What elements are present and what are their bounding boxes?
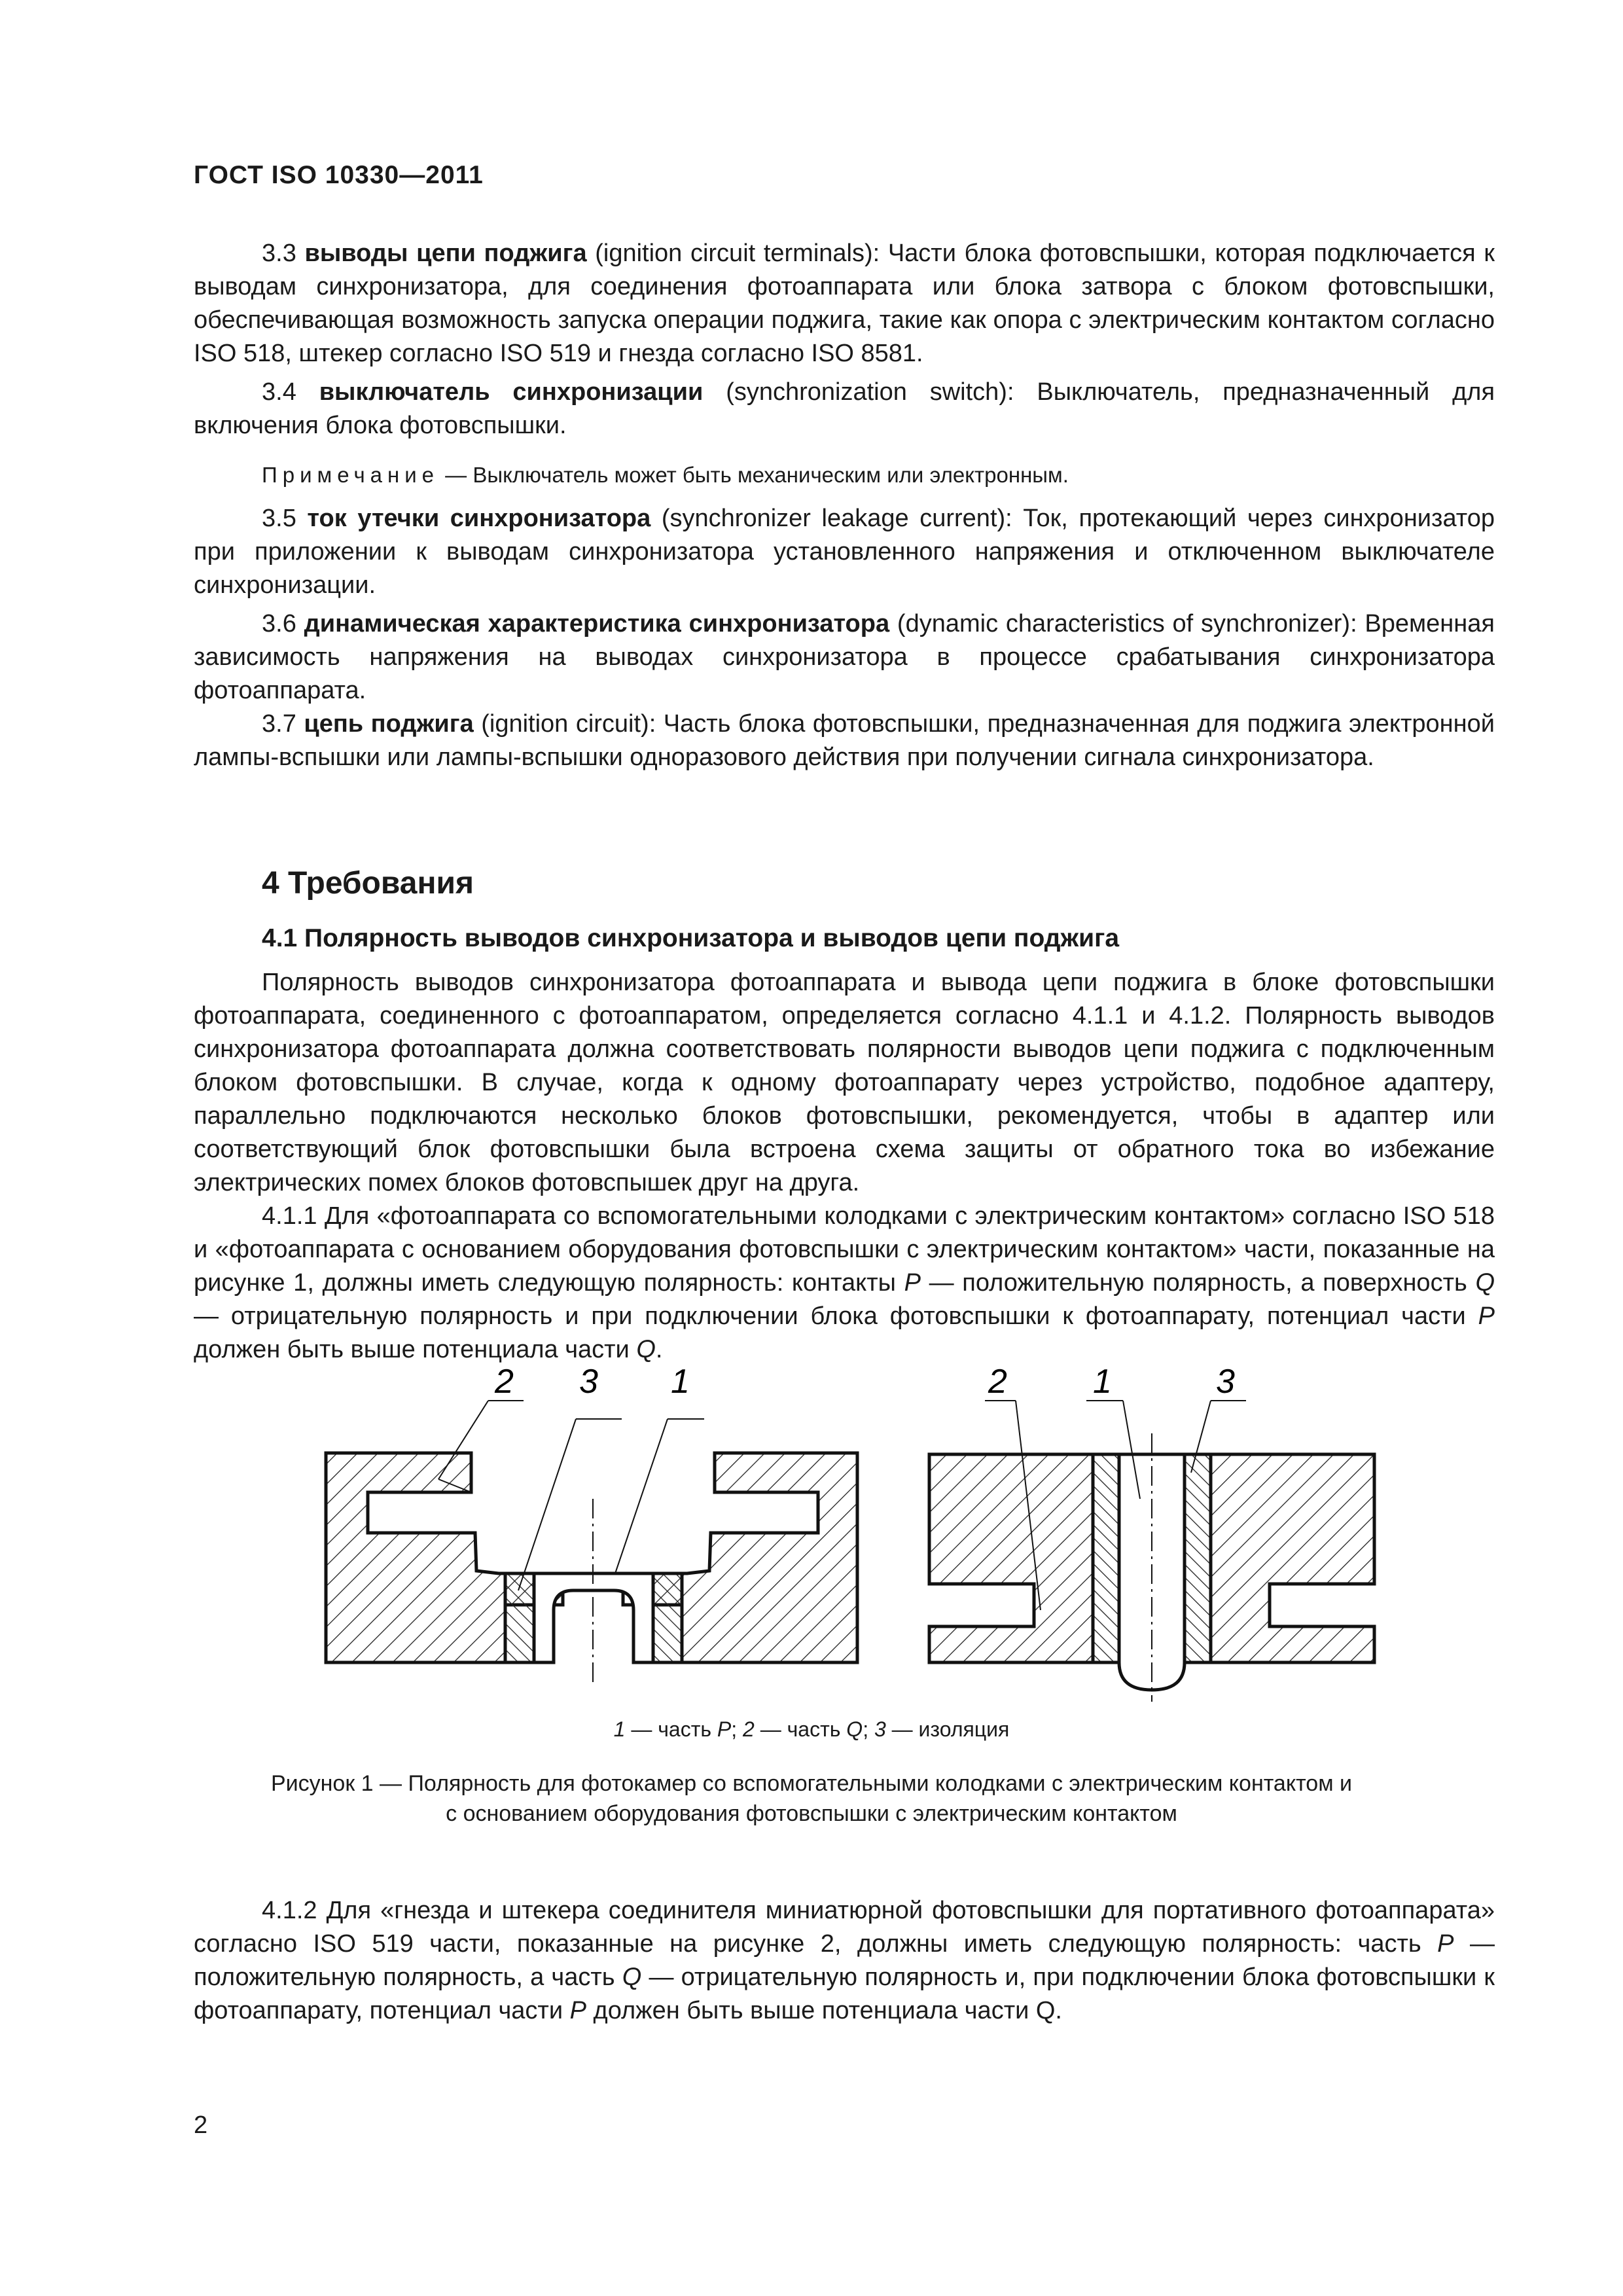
page-number: 2 xyxy=(194,2111,208,2139)
right-insulation-right xyxy=(1185,1454,1211,1662)
term-3-5: 3.5 ток утечки синхронизатора (synchronizer leakage current): Ток, протекающий через синхронизатор при приложении к выводам синхронизатора установленного напряжения и отключенном выключателе синхронизации. xyxy=(194,505,1495,599)
label-right-3: 3 xyxy=(1216,1363,1235,1401)
term-name: выводы цепи поджига xyxy=(304,240,587,267)
paragraph-4-1-1: 4.1.1 Для «фотоаппарата со вспомогательными колодками с электрическим контактом» согласно ISO 518 и «фотоаппарата с основанием оборудования фотовспышки с электрическим контактом» части, показанные на рисунке 1, должны иметь следующую полярность: контакты P — положительную полярность, а поверхность Q — отрицательную полярность и при подключении блока фотовспышки к фотоаппарату, потенциал части P должен быть выше потенциала части Q. xyxy=(194,1202,1495,1363)
left-block-part-q xyxy=(929,1454,1093,1662)
requirements-text xyxy=(194,966,1495,1367)
figure-legend: 1 — часть P; 2 — часть Q; 3 — изоляция xyxy=(613,1717,1010,1741)
left-cross-section xyxy=(326,1363,857,1682)
right-block xyxy=(1211,1454,1374,1662)
figure-1-diagram xyxy=(314,1363,1374,1708)
term-3-3: 3.3 выводы цепи поджига (ignition circuit terminals): Части блока фотовспышки, которая подключается к выводам синхронизатора, для соединения фотоаппарата или блока затвора с блоком фотовспышки, обеспечивающая возможность запуска операции поджига, такие как опора с электрическим контактом согласно ISO 518, штекер согласно ISO 519 и гнезда согласно ISO 8581. xyxy=(194,240,1495,367)
term-name: выключатель синхронизации xyxy=(319,378,704,406)
subsection-title: 4.1 Полярность выводов синхронизатора и выводов цепи поджига xyxy=(262,924,1120,952)
term-name: цепь поджига xyxy=(304,710,474,738)
section-title: 4 Требования xyxy=(262,866,474,901)
paragraph-polarity: Полярность выводов синхронизатора фотоаппарата и вывода цепи поджига в блоке фотовспышки фотоаппарата, соединенного с фотоаппаратом, определяется согласно 4.1.1 и 4.1.2. Полярность выводов синхронизатора фотоаппарата должна соответствовать полярности выводов цепи поджига с подключенным блоком фотовспышки. В случае, когда к одному фотоаппарату через устройство, подобное адаптеру, параллельно подключаются несколько блоков фотовспышки, рекомендуется, чтобы в адаптер или соответствующий блок фотовспышки была встроена схема защиты от обратного тока во избежание электрических помех блоков фотовспышек друг на друга. xyxy=(194,969,1495,1196)
term-3-4: 3.4 выключатель синхронизации (synchronization switch): Выключатель, предназначенный для включения блока фотовспышки. xyxy=(194,378,1495,439)
right-insulation xyxy=(653,1573,682,1662)
term-name: ток утечки синхронизатора xyxy=(307,505,651,532)
label-left-1: 2 xyxy=(495,1363,514,1401)
note: Примечание — Выключатель может быть механическим или электронным. xyxy=(262,463,1069,487)
label-left-3: 1 xyxy=(671,1363,690,1401)
left-insulation-right xyxy=(1093,1454,1119,1662)
label-right-1: 2 xyxy=(988,1363,1007,1401)
right-cross-section xyxy=(929,1363,1374,1702)
label-right-2: 1 xyxy=(1093,1363,1112,1401)
term-3-7: 3.7 цепь поджига (ignition circuit): Часть блока фотовспышки, предназначенная для поджига электронной лампы-вспышки или лампы-вспышки одноразового действия при получении сигнала синхронизатора. xyxy=(194,710,1495,771)
terms-block xyxy=(194,237,1495,774)
term-name: динамическая характеристика синхронизатора xyxy=(304,610,890,637)
document-header: ГОСТ ISO 10330—2011 xyxy=(194,161,484,189)
label-left-2: 3 xyxy=(579,1363,598,1401)
paragraph-4-1-2: 4.1.2 Для «гнезда и штекера соединителя миниатюрной фотовспышки для портативного фотоаппарата» согласно ISO 519 части, показанные на рисунке 2, должны иметь следующую полярность: часть P — положительную полярность, а часть Q — отрицательную полярность и, при подключении блока фотовспышки к фотоаппарату, потенциал части P должен быть выше потенциала части Q. xyxy=(194,1897,1495,2024)
term-3-6: 3.6 динамическая характеристика синхронизатора (dynamic characteristics of synchronizer): Временная зависимость напряжения на выводах синхронизатора в процессе срабатывания синхронизатора фотоаппарата. xyxy=(194,610,1495,704)
paragraph-4-1-2-block xyxy=(194,1894,1495,2028)
figure-caption: Рисунок 1 — Полярность для фотокамер со вспомогательными колодками с электрическим контактом и с основанием оборудования фотовспышки с электрическим контактом xyxy=(270,1771,1353,1826)
